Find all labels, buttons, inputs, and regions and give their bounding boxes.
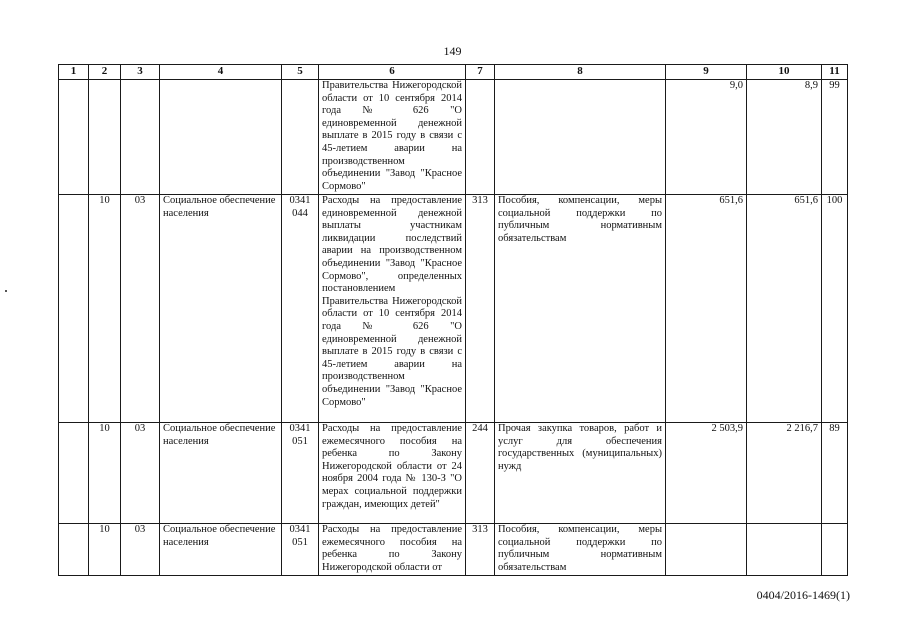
- cell-section: [59, 524, 89, 576]
- column-header: 8: [495, 65, 666, 80]
- column-header: 6: [319, 65, 466, 80]
- cell-percent: 99: [822, 80, 848, 195]
- cell-target-name: Расходы на предоставление ежемесячного пособия на ребенка по Закону Нижегородской области от 24 ноября 2004 года № 130-З "О мерах социальной поддержки граждан, имеющих детей": [319, 423, 466, 524]
- cell-section: [59, 80, 89, 195]
- column-header: 5: [282, 65, 319, 80]
- cell-actual: 8,9: [747, 80, 822, 195]
- cell-target-code: [282, 80, 319, 195]
- cell-subchapter-name: [160, 80, 282, 195]
- column-header: 7: [466, 65, 495, 80]
- cell-subchapter: 03: [121, 524, 160, 576]
- cell-actual: [747, 524, 822, 576]
- cell-subchapter-name: Социальное обеспечение населения: [160, 524, 282, 576]
- cell-plan: 9,0: [666, 80, 747, 195]
- cell-target-code: 0341 051: [282, 423, 319, 524]
- table-row: [59, 195, 848, 423]
- table-row: [59, 423, 848, 524]
- cell-subchapter-name: Социальное обеспечение населения: [160, 423, 282, 524]
- page-number: 149: [443, 44, 462, 58]
- cell-expense-code: 244: [466, 423, 495, 524]
- table-row: [59, 80, 848, 195]
- column-header: 1: [59, 65, 89, 80]
- cell-chapter: 10: [89, 195, 121, 423]
- cell-subchapter: 03: [121, 195, 160, 423]
- margin-mark: [5, 290, 7, 292]
- column-header: 3: [121, 65, 160, 80]
- cell-expense-name: Пособия, компенсации, меры социальной поддержки по публичным нормативным обязательствам: [495, 524, 666, 576]
- cell-chapter: 10: [89, 524, 121, 576]
- cell-subchapter-name: Социальное обеспечение населения: [160, 195, 282, 423]
- column-header: 11: [822, 65, 848, 80]
- cell-target-code: 0341 044: [282, 195, 319, 423]
- cell-expense-name: Пособия, компенсации, меры социальной поддержки по публичным нормативным обязательствам: [495, 195, 666, 423]
- cell-chapter: 10: [89, 423, 121, 524]
- cell-target-code: 0341 051: [282, 524, 319, 576]
- cell-expense-name: [495, 80, 666, 195]
- cell-subchapter: 03: [121, 423, 160, 524]
- cell-expense-name: Прочая закупка товаров, работ и услуг для обеспечения государственных (муниципальных) нужд: [495, 423, 666, 524]
- cell-section: [59, 423, 89, 524]
- cell-target-name: Правительства Нижегородской области от 10 сентября 2014 года № 626 "О единовременной денежной выплате в 2015 году в связи с 45-летием аварии на производственном объединении "Завод "Красное Сормово": [319, 80, 466, 195]
- cell-percent: 100: [822, 195, 848, 423]
- cell-expense-code: 313: [466, 524, 495, 576]
- budget-table: [58, 64, 848, 576]
- cell-percent: 89: [822, 423, 848, 524]
- cell-expense-code: 313: [466, 195, 495, 423]
- cell-chapter: [89, 80, 121, 195]
- table-row: [59, 524, 848, 576]
- cell-subchapter: [121, 80, 160, 195]
- cell-expense-code: [466, 80, 495, 195]
- column-header: 9: [666, 65, 747, 80]
- cell-actual: 2 216,7: [747, 423, 822, 524]
- cell-plan: [666, 524, 747, 576]
- column-header: 10: [747, 65, 822, 80]
- cell-target-name: Расходы на предоставление единовременной денежной выплаты участникам ликвидации последствий аварии на производственном объединении "Завод "Красное Сормово", определенных постановлением Правительства Нижегородской области от 10 сентября 2014 года № 626 "О единовременной денежной выплате в 2015 году в связи с 45-летием аварии на производственном объединении "Завод "Красное Сормово": [319, 195, 466, 423]
- cell-actual: 651,6: [747, 195, 822, 423]
- document-code: 0404/2016-1469(1): [756, 588, 850, 602]
- cell-target-name: Расходы на предоставление ежемесячного пособия на ребенка по Закону Нижегородской области от: [319, 524, 466, 576]
- column-header: 4: [160, 65, 282, 80]
- cell-percent: [822, 524, 848, 576]
- cell-plan: 2 503,9: [666, 423, 747, 524]
- column-header: 2: [89, 65, 121, 80]
- table-header-row: [59, 65, 848, 80]
- cell-section: [59, 195, 89, 423]
- cell-plan: 651,6: [666, 195, 747, 423]
